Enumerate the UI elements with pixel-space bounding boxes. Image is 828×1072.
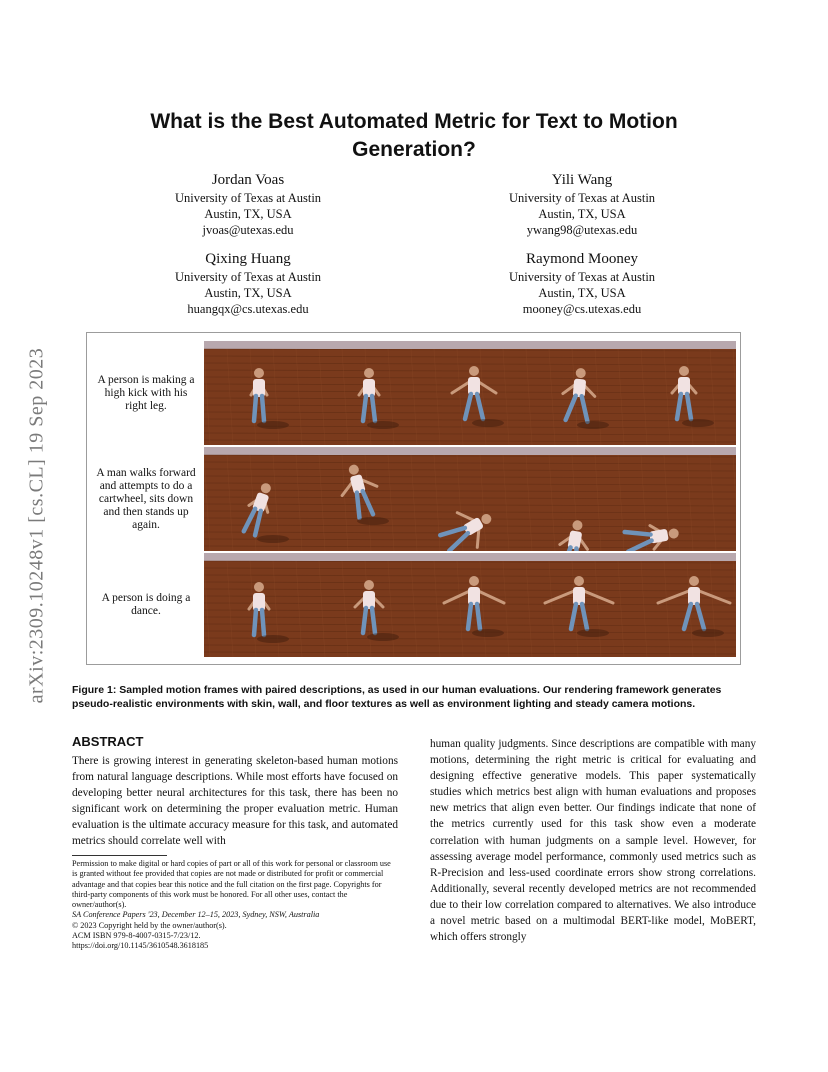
figure-row bbox=[87, 447, 740, 551]
figure-caption: Figure 1: Sampled motion frames with paired descriptions, as used in our human evaluations. Our rendering framework generates pseudo-realistic environments with skin, wall, and floor textures as well as environment lighting and steady camera motions. bbox=[72, 684, 722, 710]
paper-title: What is the Best Automated Metric for Text to Motion Generation? bbox=[150, 110, 678, 161]
author-block bbox=[118, 249, 378, 317]
author-email: jvoas@utexas.edu bbox=[202, 223, 294, 237]
figure-1 bbox=[86, 332, 741, 665]
abstract-text-left: There is growing interest in generating skeleton-based human motions from natural language descriptions. While most efforts have focused on developing better neural architectures for this task, there has been no significant work on determining the proper evaluation metric. Human evaluation is the ultimate accuracy measure for this task, and automated metrics should correlate well with bbox=[72, 755, 398, 848]
abstract-heading: ABSTRACT bbox=[72, 734, 144, 749]
author-block bbox=[452, 170, 712, 238]
arxiv-stamp bbox=[22, 290, 52, 760]
abstract-text-right: human quality judgments. Since descriptions are compatible with many motions, determining the right metric is critical for evaluating and designing effective generative models. This paper systematically studies which metrics best align with human evaluations and proposes new metrics that align even better. Our findings indicate that none of the metrics currently used for this task show even a moderate correlation with human judgments on a sample level. However, for assessing average model performance, commonly used metrics such as R-Precision and less-used coordinate errors show strong correlations. Additionally, several recently developed metrics are not recommended due to their low correlation compared to alternatives. We also introduce a novel metric based on a multimodal BERT-like model, MoBERT, which offers strongly bbox=[430, 738, 756, 944]
arxiv-stamp-text: arXiv:2309.10248v1 [cs.CL] 19 Sep 2023 bbox=[25, 347, 48, 703]
copyright-notice: © 2023 Copyright held by the owner/author(s). bbox=[72, 920, 227, 930]
motion-frames-image bbox=[204, 447, 736, 551]
author-block bbox=[452, 249, 712, 317]
footnote-rule bbox=[72, 855, 167, 856]
author-location: Austin, TX, USA bbox=[204, 286, 292, 300]
motion-description: A man walks forward and attempts to do a cartwheel, sits down and then stands up again. bbox=[96, 466, 196, 531]
author-affiliation: University of Texas at Austin bbox=[174, 191, 322, 205]
doi-link[interactable]: https://doi.org/10.1145/3610548.3618185 bbox=[72, 941, 209, 951]
author-location: Austin, TX, USA bbox=[538, 207, 626, 221]
permission-notice: Permission to make digital or hard copies of part or all of this work for personal or classroom use is granted without fee provided that copies are not made or distributed for profit or commercial advantage and that copies bear this notice and the full citation on the first page. Copyrights for third-party components of this work must be honored. For all other uses, contact the owner/author(s). bbox=[72, 859, 391, 910]
author-name: Raymond Mooney bbox=[525, 251, 639, 267]
motion-description: A person is doing a dance. bbox=[101, 592, 191, 617]
author-email: huangqx@cs.utexas.edu bbox=[187, 302, 309, 316]
motion-description: A person is making a high kick with his right leg. bbox=[97, 373, 195, 412]
footnote bbox=[72, 859, 398, 952]
conference-info: SA Conference Papers '23, December 12–15, 2023, Sydney, NSW, Australia bbox=[72, 910, 320, 920]
author-name: Qixing Huang bbox=[205, 251, 291, 267]
author-location: Austin, TX, USA bbox=[204, 207, 292, 221]
author-affiliation: University of Texas at Austin bbox=[508, 270, 656, 284]
author-location: Austin, TX, USA bbox=[538, 286, 626, 300]
author-block bbox=[118, 170, 378, 238]
author-affiliation: University of Texas at Austin bbox=[508, 191, 656, 205]
figure-row bbox=[87, 341, 740, 445]
author-email: ywang98@utexas.edu bbox=[526, 223, 638, 237]
figure-row bbox=[87, 553, 740, 657]
motion-frames-image bbox=[204, 341, 736, 445]
author-name: Jordan Voas bbox=[211, 172, 285, 188]
isbn: ACM ISBN 979-8-4007-0315-7/23/12. bbox=[72, 931, 201, 941]
motion-frames-image bbox=[204, 553, 736, 657]
author-affiliation: University of Texas at Austin bbox=[174, 270, 322, 284]
author-email: mooney@cs.utexas.edu bbox=[522, 302, 642, 316]
author-name: Yili Wang bbox=[551, 172, 613, 188]
